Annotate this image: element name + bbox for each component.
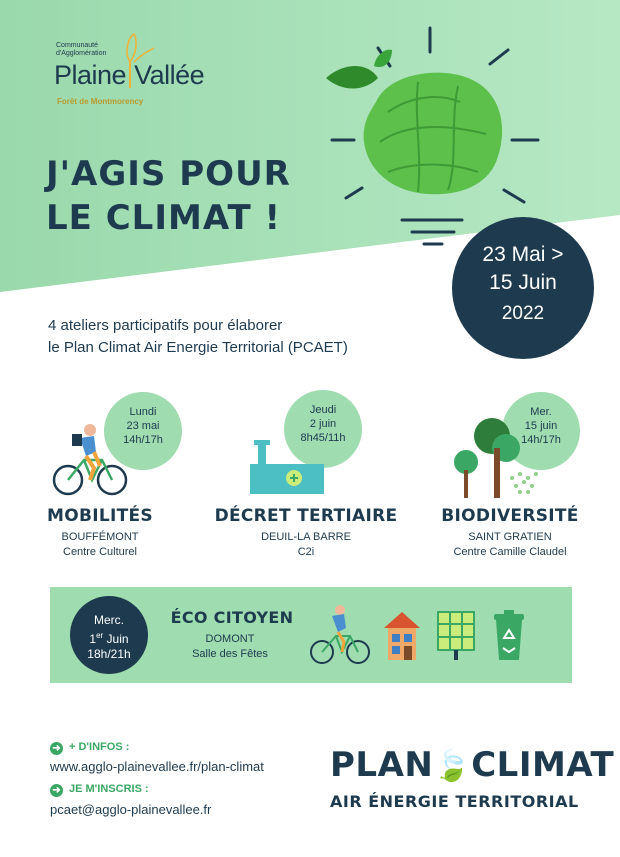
solar-panel-icon: [436, 610, 476, 662]
plan-climat-subtitle: AIR ÉNERGIE TERRITORIAL: [330, 792, 579, 811]
building-energy-icon: [248, 436, 328, 496]
workshop-date-bubble: Jeudi 2 juin 8h45/11h: [284, 390, 362, 468]
workshop-title: MOBILITÉS: [47, 506, 153, 526]
recycle-bin-icon: [492, 608, 526, 662]
info-label: ➜ + D'INFOS :: [50, 741, 129, 755]
website-link[interactable]: www.agglo-plainevallee.fr/plan-climat: [50, 759, 264, 774]
arrow-right-icon: ➜: [50, 784, 63, 797]
cyclist-icon: [308, 602, 372, 666]
workshop-title: DÉCRET TERTIAIRE: [214, 506, 398, 526]
date-badge: 23 Mai > 15 Juin 2022: [452, 217, 594, 359]
workshop-location: DEUIL-LA BARRE C2i: [261, 531, 351, 558]
workshop-date-bubble: Mer. 15 juin 14h/17h: [502, 392, 580, 470]
cyclist-icon: [50, 420, 130, 498]
house-icon: [382, 608, 422, 662]
logo-small-text: Communauté d'Agglomération: [56, 42, 107, 57]
trees-icon: [450, 414, 550, 500]
register-label: ➜ JE M'INSCRIS :: [50, 783, 149, 797]
workshop-location: BOUFFÉMONT Centre Culturel: [61, 531, 139, 558]
page-title: J'AGIS POUR LE CLIMAT !: [46, 154, 291, 238]
eco-title: ÉCO CITOYEN: [170, 608, 294, 627]
eco-location: DOMONT Salle des Fêtes: [192, 633, 268, 660]
logo-name: Plaine Vallée: [54, 60, 205, 90]
plan-climat-logo: PLAN🍃CLIMAT: [330, 745, 615, 785]
workshop-date-bubble: Lundi 23 mai 14h/17h: [104, 392, 182, 470]
eco-date-badge: Merc. 1er Juin 18h/21h: [70, 596, 148, 674]
leaf-icon: 🍃: [433, 749, 472, 784]
workshop-title: BIODIVERSITÉ: [441, 506, 579, 526]
logo-subtitle: Forêt de Montmorency: [57, 97, 144, 106]
workshop-location: SAINT GRATIEN Centre Camille Claudel: [453, 531, 567, 558]
arrow-right-icon: ➜: [50, 742, 63, 755]
email-link[interactable]: pcaet@agglo-plainevallee.fr: [50, 802, 212, 817]
intro-text: 4 ateliers participatifs pour élaborer le Plan Climat Air Energie Territorial (PCAET): [48, 317, 348, 356]
